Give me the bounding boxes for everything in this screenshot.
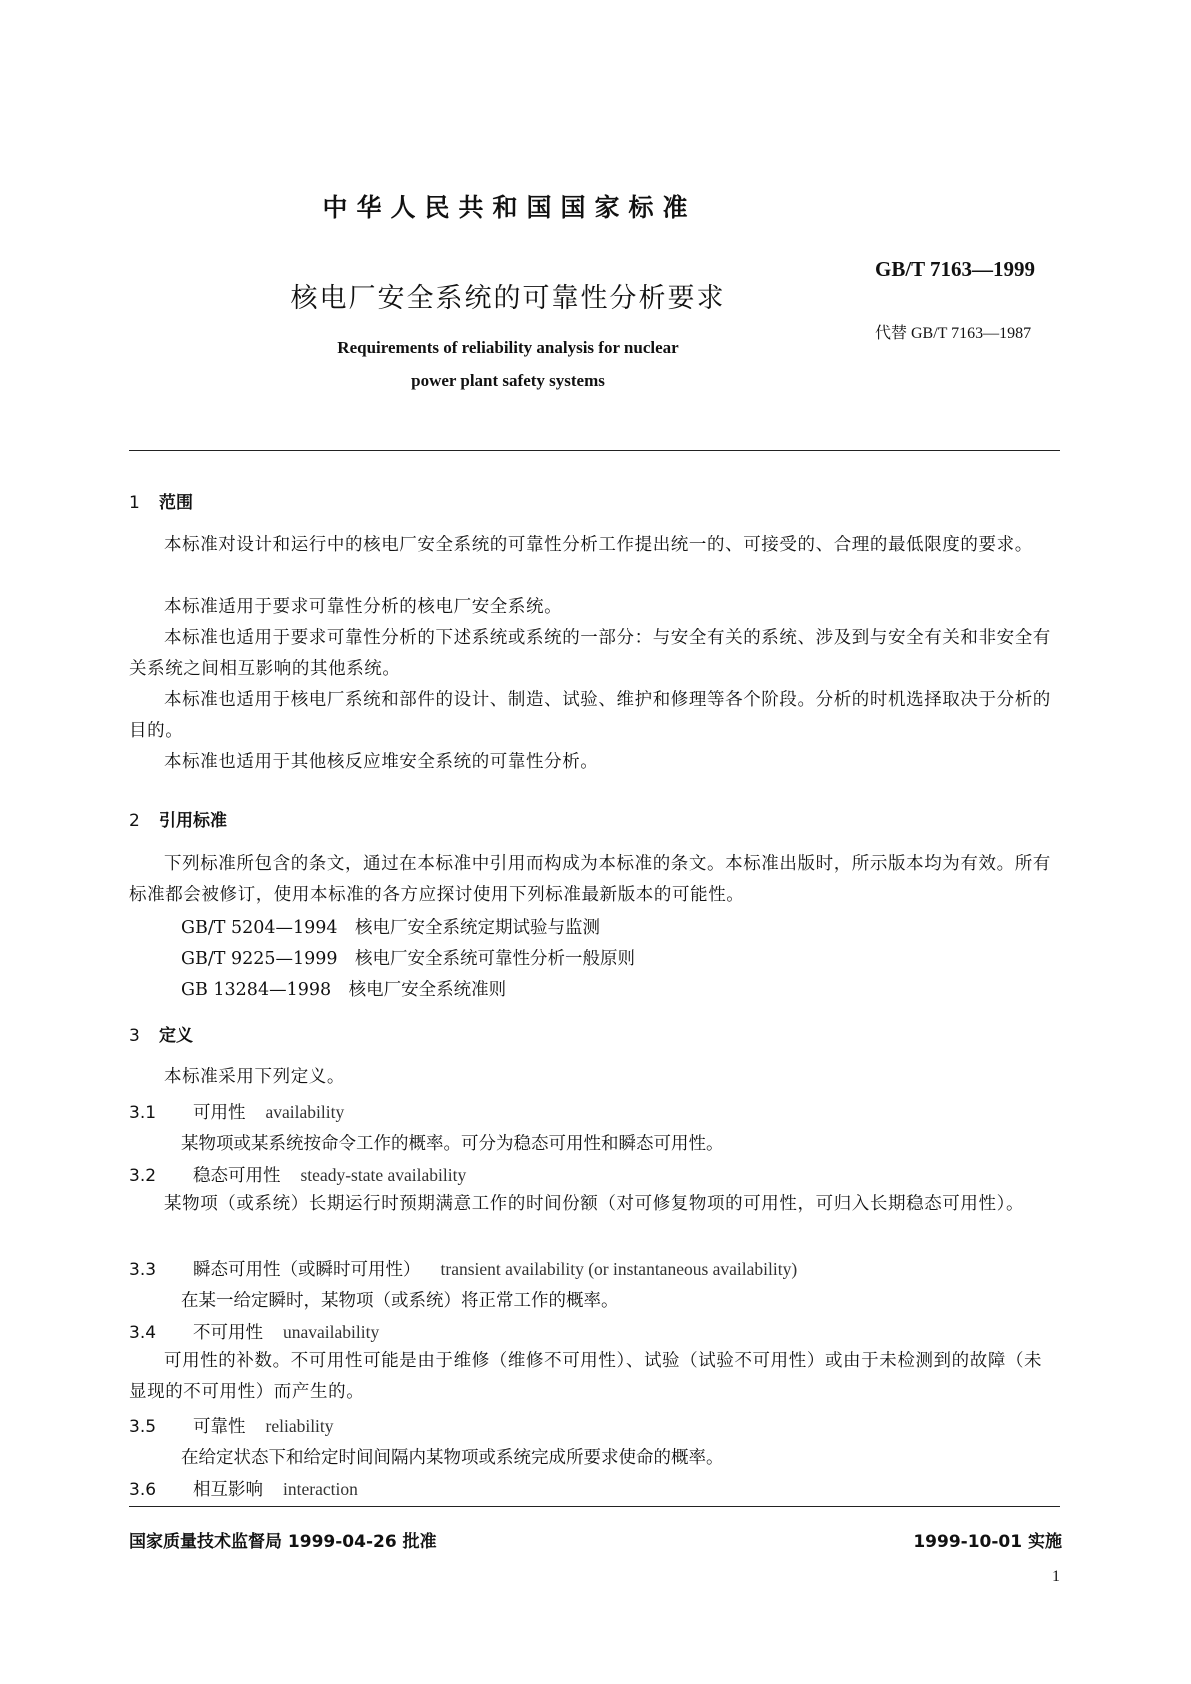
implementation-date: 1999-10-01 实施 bbox=[913, 1532, 1062, 1552]
definition-3-4: 3.4 不可用性 unavailability bbox=[129, 1322, 380, 1343]
section-number: 3 bbox=[129, 1026, 140, 1046]
definition-term-en: interaction bbox=[283, 1479, 358, 1499]
national-standard-heading: 中华人民共和国国家标准 bbox=[322, 193, 697, 222]
definition-3-6: 3.6 相互影响 interaction bbox=[129, 1479, 358, 1500]
page-number: 1 bbox=[1052, 1568, 1060, 1585]
definition-term: 不可用性 bbox=[193, 1323, 263, 1343]
paragraph: 下列标准所包含的条文，通过在本标准中引用而构成为本标准的条文。本标准出版时，所示版本均为有效。所有标准都会被修订，使用本标准的各方应探讨使用下列标准最新版本的可能性。 bbox=[129, 854, 1051, 905]
section-number: 1 bbox=[129, 493, 140, 513]
definition-term-en: unavailability bbox=[283, 1322, 380, 1342]
section-1-heading bbox=[129, 488, 193, 513]
english-title-line-1: Requirements of reliability analysis for nuclear bbox=[337, 338, 679, 357]
section-title: 定义 bbox=[159, 1026, 193, 1046]
replaces-standard: 代替 GB/T 7163—1987 bbox=[875, 325, 1032, 342]
definition-term-en: transient availability (or instantaneous availability) bbox=[440, 1259, 798, 1279]
definition-term: 稳态可用性 bbox=[193, 1166, 281, 1186]
approval-date: 国家质量技术监督局 1999-04-26 批准 bbox=[129, 1532, 437, 1552]
definition-term: 可用性 bbox=[193, 1103, 246, 1123]
paragraph: 本标准采用下列定义。 bbox=[164, 1067, 345, 1087]
definition-term-en: availability bbox=[265, 1102, 345, 1122]
section-3-heading bbox=[129, 1021, 193, 1046]
paragraph: 本标准也适用于核电厂系统和部件的设计、制造、试验、维护和修理等各个阶段。分析的时机选择取决于分析的目的。 bbox=[129, 690, 1051, 741]
definition-term: 瞬态可用性（或瞬时可用性） bbox=[193, 1260, 421, 1280]
section-title: 引用标准 bbox=[159, 811, 227, 831]
definition-term: 相互影响 bbox=[193, 1480, 263, 1500]
document-title: 核电厂安全系统的可靠性分析要求 bbox=[290, 283, 726, 314]
footer-divider bbox=[129, 1506, 1060, 1507]
definition-3-5: 3.5 可靠性 reliability bbox=[129, 1416, 334, 1437]
definition-text: 某物项（或系统）长期运行时预期满意工作的时间份额（对可修复物项的可用性，可归入长期稳态可用性）。 bbox=[164, 1194, 1025, 1214]
paragraph: 本标准也适用于要求可靠性分析的下述系统或系统的一部分：与安全有关的系统、涉及到与安全有关和非安全有关系统之间相互影响的其他系统。 bbox=[129, 628, 1051, 679]
definition-term-en: steady-state availability bbox=[300, 1165, 467, 1185]
referenced-standard: GB/T 5204—1994 核电厂安全系统定期试验与监测 bbox=[181, 918, 601, 938]
definition-text: 在给定状态下和给定时间间隔内某物项或系统完成所要求使命的概率。 bbox=[181, 1448, 724, 1468]
definition-text: 某物项或某系统按命令工作的概率。可分为稳态可用性和瞬态可用性。 bbox=[181, 1134, 724, 1154]
paragraph: 本标准对设计和运行中的核电厂安全系统的可靠性分析工作提出统一的、可接受的、合理的最低限度的要求。 bbox=[164, 535, 1033, 555]
referenced-standard: GB 13284—1998 核电厂安全系统准则 bbox=[181, 980, 507, 1000]
paragraph: 本标准也适用于其他核反应堆安全系统的可靠性分析。 bbox=[164, 752, 599, 772]
section-title: 范围 bbox=[159, 493, 193, 513]
definition-text: 可用性的补数。不可用性可能是由于维修（维修不可用性）、试验（试验不可用性）或由于未检测到的故障（未显现的不可用性）而产生的。 bbox=[129, 1351, 1043, 1402]
definition-3-1: 3.1 可用性 availability bbox=[129, 1102, 345, 1123]
definition-term: 可靠性 bbox=[193, 1417, 246, 1437]
section-number: 2 bbox=[129, 811, 140, 831]
section-2-heading bbox=[129, 806, 227, 831]
standard-number: GB/T 7163—1999 bbox=[875, 257, 1036, 281]
paragraph: 本标准适用于要求可靠性分析的核电厂安全系统。 bbox=[164, 597, 563, 617]
definition-term-en: reliability bbox=[265, 1416, 334, 1436]
definition-text: 在某一给定瞬时，某物项（或系统）将正常工作的概率。 bbox=[181, 1291, 619, 1311]
definition-3-3: 3.3 瞬态可用性（或瞬时可用性） transient availability (or instantaneous availability) bbox=[129, 1259, 798, 1280]
definition-3-2: 3.2 稳态可用性 steady-state availability bbox=[129, 1165, 467, 1186]
header-divider bbox=[129, 450, 1060, 451]
referenced-standard: GB/T 9225—1999 核电厂安全系统可靠性分析一般原则 bbox=[181, 949, 636, 969]
english-title-line-2: power plant safety systems bbox=[411, 371, 605, 390]
